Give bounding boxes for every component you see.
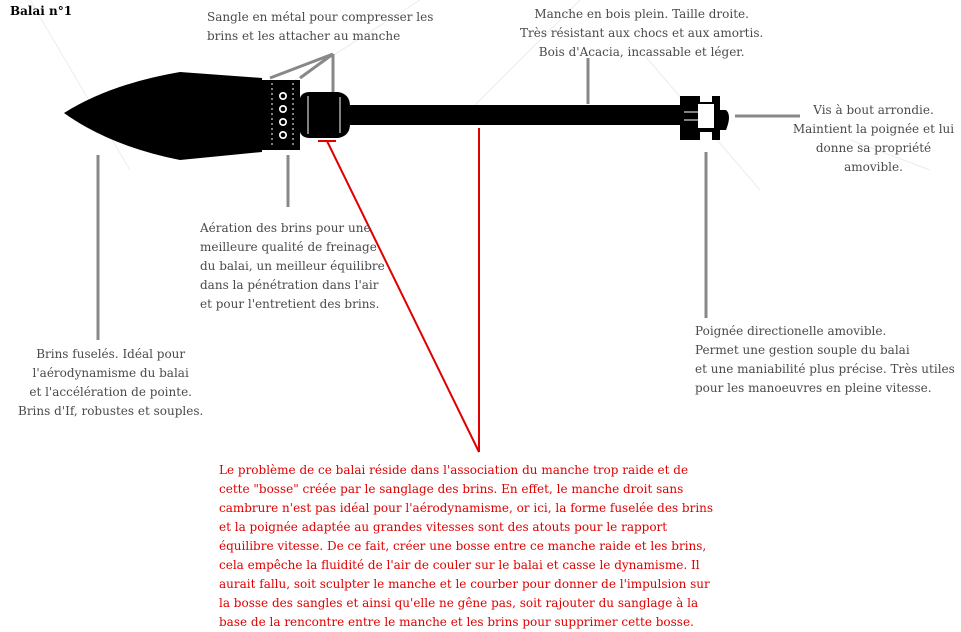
aeration-annotation: Aération des brins pour une meilleure qualité de freinage du balai, un meilleur équilibre dans la pénétration dans l'air et pour l'entretient des brins. <box>200 221 385 311</box>
strap-annotation: Sangle en métal pour compresser les brins et les attacher au manche <box>207 10 434 43</box>
bristles-annotation: Brins fuselés. Idéal pour l'aérodynamisme du balai et l'accélération de pointe. Brins d'If, robustes et souples. <box>18 347 204 418</box>
metal-strap <box>262 80 300 150</box>
broom <box>64 72 729 160</box>
problem-note: Le problème de ce balai réside dans l'association du manche trop raide et de cette "bosse" créée par le sanglage des brins. En effet, le manche droit sans cambrure n'est pas idéal pour l'aérodynamisme, or ici, la forme fuselée des brins et la poignée adaptée au grandes vitesses sont des atouts pour le rapport équilibre vitesse. De ce fait, créer une bosse entre ce manche raide et les brins, cela empêche la fluidité de l'air de couler sur le balai et casse le dynamisme. Il aurait fallu, soit sculpter le manche et le courber pour donner de l'impulsion sur la bosse des sangles et ainsi qu'elle ne gêne pas, soit rajouter du sanglage à la base de la rencontre entre le manche et les brins pour supprimer cette bosse. <box>219 463 714 629</box>
broom-handle <box>350 105 690 125</box>
broom-bristles <box>64 72 262 160</box>
grip-annotation: Poignée directionelle amovible. Permet une gestion souple du balai et une maniabilité plus précise. Très utiles pour les manoeuvres en pleine vitesse. <box>695 324 955 395</box>
screw-annotation: Vis à bout arrondie. Maintient la poignée et lui donne sa propriété amovible. <box>792 103 955 174</box>
diagram-title: Balai n°1 <box>10 4 73 18</box>
handle-annotation: Manche en bois plein. Taille droite. Très résistant aux chocs et aux amortis. Bois d'Acacia, incassable et léger. <box>520 7 764 59</box>
